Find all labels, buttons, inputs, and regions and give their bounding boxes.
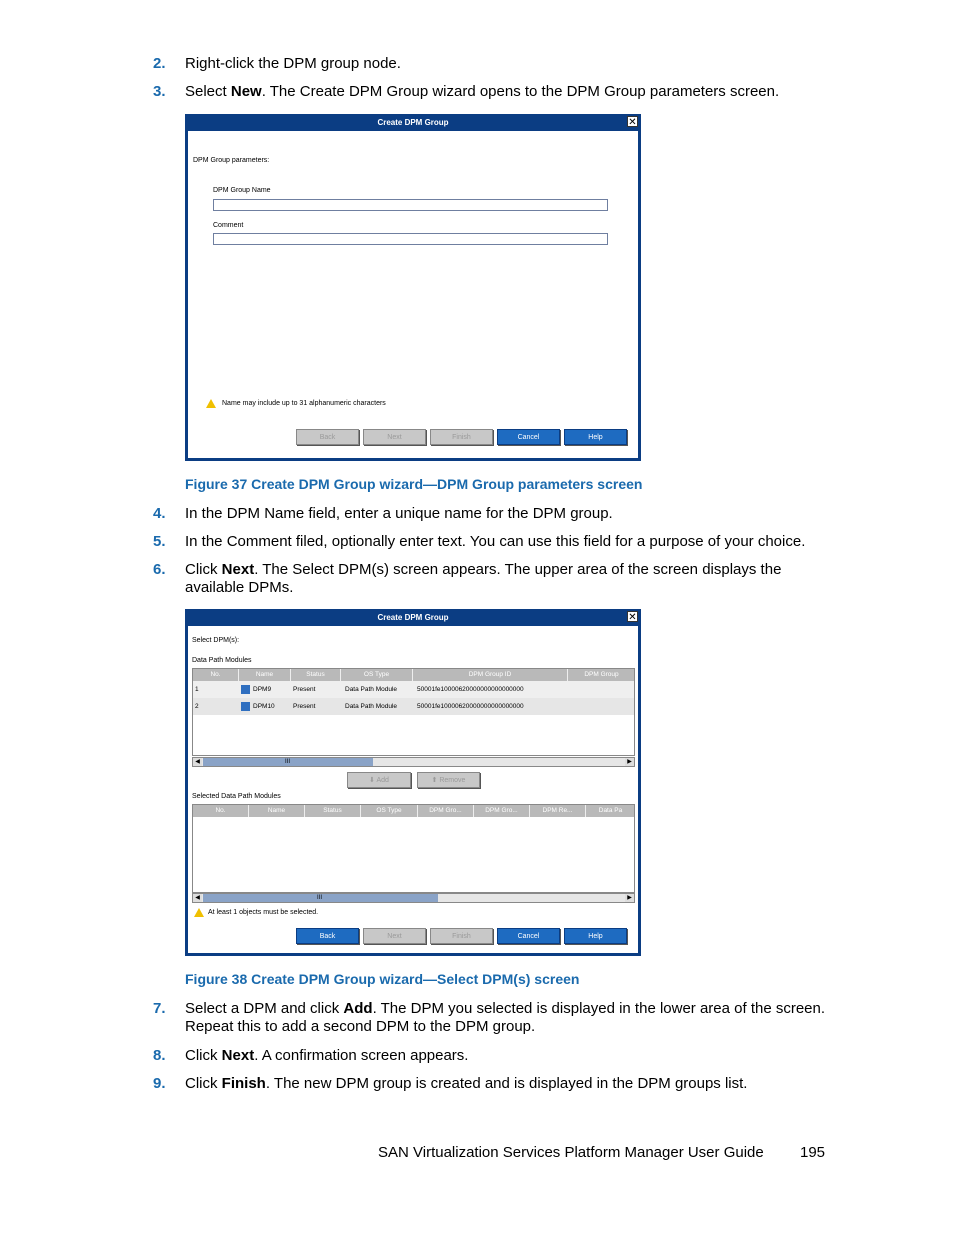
remove-button[interactable]: ⬆ Remove [417, 772, 480, 788]
next-button[interactable]: Next [363, 928, 426, 944]
cell-status: Present [293, 686, 316, 693]
table-row[interactable] [193, 698, 634, 715]
step-text: Click Next. A confirmation screen appears. [185, 1047, 469, 1064]
column-header[interactable]: Name [249, 805, 305, 817]
close-icon[interactable]: ✕ [628, 612, 637, 623]
column-header[interactable]: DPM Group [568, 669, 635, 681]
step-text: Click Finish. The new DPM group is created and is displayed in the DPM groups list. [185, 1075, 748, 1092]
column-header[interactable]: Name [239, 669, 291, 681]
step-number: 2. [153, 55, 166, 72]
cell-name: DPM9 [241, 681, 271, 698]
step-text: Select New. The Create DPM Group wizard opens to the DPM Group parameters screen. [185, 83, 780, 100]
step-number: 4. [153, 505, 166, 522]
column-header[interactable]: Status [305, 805, 361, 817]
dpm-group-name-label: DPM Group Name [213, 187, 271, 194]
back-button[interactable]: Back [296, 429, 359, 445]
column-header[interactable]: No. [193, 669, 239, 681]
upper-table-label: Data Path Modules [192, 657, 252, 664]
scroll-grip: III [285, 759, 291, 765]
cell-os-type: Data Path Module [345, 703, 398, 710]
step-number: 7. [153, 1000, 166, 1017]
selected-dpms-table [192, 804, 635, 893]
scroll-left-icon[interactable]: ◀ [193, 894, 202, 902]
column-header[interactable]: OS Type [341, 669, 413, 681]
scroll-right-icon[interactable]: ▶ [625, 894, 634, 902]
cell-no: 2 [195, 703, 199, 710]
warning-text: At least 1 objects must be selected. [208, 909, 319, 916]
dpm-module-icon [241, 702, 250, 711]
table-header [193, 669, 634, 681]
step-number: 5. [153, 533, 166, 550]
warning-text: Name may include up to 31 alphanumeric characters [222, 400, 386, 407]
figure-37-caption: Figure 37 Create DPM Group wizard—DPM Group parameters screen [185, 476, 643, 492]
close-icon[interactable]: ✕ [628, 117, 637, 128]
step-text: Right-click the DPM group node. [185, 55, 401, 72]
create-dpm-group-dialog-select-dpms [185, 609, 641, 956]
column-header[interactable]: DPM Re... [530, 805, 586, 817]
figure-38-caption: Figure 38 Create DPM Group wizard—Select DPM(s) screen [185, 971, 580, 987]
finish-button[interactable]: Finish [430, 928, 493, 944]
step-number: 8. [153, 1047, 166, 1064]
lower-table-label: Selected Data Path Modules [192, 793, 281, 800]
scroll-left-icon[interactable]: ◀ [193, 758, 202, 766]
add-button[interactable]: ⬇ Add [347, 772, 411, 788]
step-text: Select a DPM and click Add. The DPM you selected is displayed in the lower area of the screen. Repeat this to add a second DPM to the DPM group. [185, 1000, 826, 1035]
cell-group-id: 50001fe10000620000000000000000 [417, 686, 524, 693]
back-button[interactable]: Back [296, 928, 359, 944]
dpm-group-name-input[interactable] [213, 199, 608, 211]
available-dpms-table [192, 668, 635, 756]
column-header[interactable]: DPM Gro... [474, 805, 530, 817]
page-number: 195 [800, 1144, 826, 1161]
help-button[interactable]: Help [564, 429, 627, 445]
comment-input[interactable] [213, 233, 608, 245]
cell-os-type: Data Path Module [345, 686, 398, 693]
guide-title: SAN Virtualization Services Platform Manager User Guide [378, 1144, 764, 1161]
finish-button[interactable]: Finish [430, 429, 493, 445]
cell-no: 1 [195, 686, 199, 693]
lower-horizontal-scrollbar[interactable] [192, 893, 635, 903]
cell-name: DPM10 [241, 698, 275, 715]
dialog-title: Create DPM Group [377, 118, 449, 127]
section-label: DPM Group parameters: [193, 157, 270, 164]
cancel-button[interactable]: Cancel [497, 928, 560, 944]
warning-icon [206, 399, 216, 408]
scroll-right-icon[interactable]: ▶ [625, 758, 634, 766]
warning-icon [194, 908, 204, 917]
comment-label: Comment [213, 222, 244, 229]
help-button[interactable]: Help [564, 928, 627, 944]
upper-horizontal-scrollbar[interactable] [192, 757, 635, 767]
dialog-title: Create DPM Group [377, 613, 449, 622]
table-row[interactable] [193, 681, 634, 698]
next-button[interactable]: Next [363, 429, 426, 445]
cancel-button[interactable]: Cancel [497, 429, 560, 445]
step-text: In the Comment filed, optionally enter text. You can use this field for a purpose of your choice. [185, 533, 806, 550]
step-text: Click Next. The Select DPM(s) screen appears. The upper area of the screen displays the available DPMs. [185, 561, 782, 596]
page-footer [378, 1144, 826, 1161]
column-header[interactable]: Data Pa [586, 805, 635, 817]
cell-status: Present [293, 703, 316, 710]
scroll-grip: III [317, 895, 323, 901]
column-header[interactable]: OS Type [361, 805, 418, 817]
create-dpm-group-dialog-parameters [185, 114, 641, 461]
step-text: In the DPM Name field, enter a unique name for the DPM group. [185, 505, 613, 522]
column-header[interactable]: Status [291, 669, 341, 681]
section-label: Select DPM(s): [192, 637, 240, 644]
step-number: 6. [153, 561, 166, 578]
step-number: 9. [153, 1075, 166, 1092]
dpm-module-icon [241, 685, 250, 694]
table-header [193, 805, 634, 817]
column-header[interactable]: No. [193, 805, 249, 817]
cell-group-id: 50001fe10000620000000000000000 [417, 703, 524, 710]
step-number: 3. [153, 83, 166, 100]
column-header[interactable]: DPM Group ID [413, 669, 568, 681]
column-header[interactable]: DPM Gro... [418, 805, 474, 817]
